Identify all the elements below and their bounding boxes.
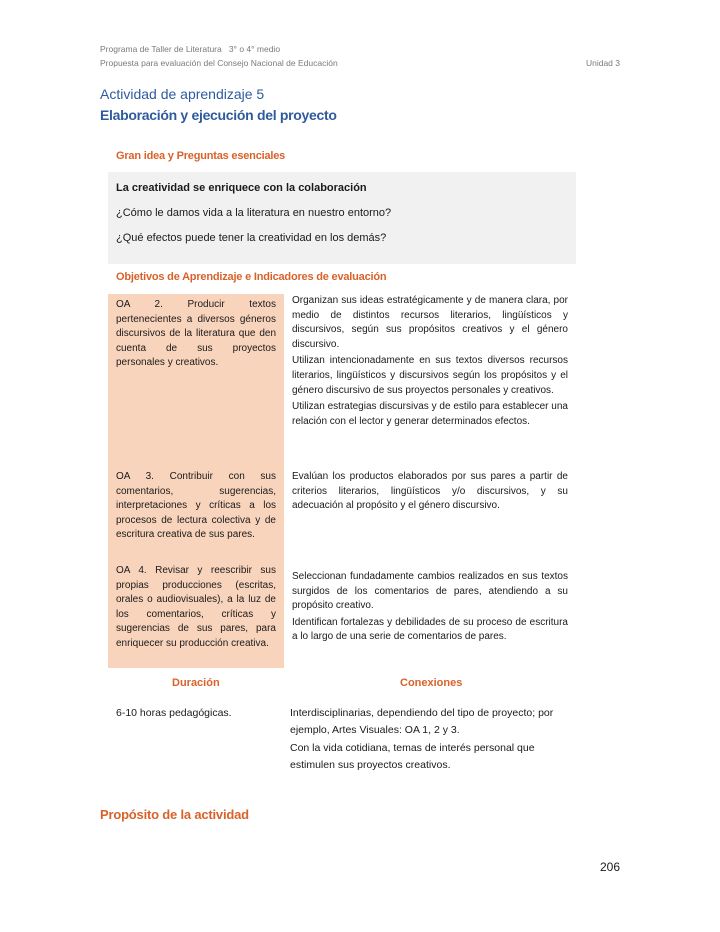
unit-label: Unidad 3 (585, 58, 620, 68)
duration-value: 6-10 horas pedagógicas. (116, 707, 232, 719)
objective-cell (108, 466, 284, 560)
proposal-label: Propuesta para evaluación del Consejo Nacional de Educación (100, 58, 338, 68)
objective-text: OA 2. Producir textos pertenecientes a diversos géneros discursivos de la literatura que den cuenta de sus proyectos personales y creativos. (116, 299, 276, 369)
page-header (100, 42, 620, 70)
indicator-text: Evalúan los productos elaborados por sus pares a partir de criterios literarios, lingüísticos y/o discursivos, y su adecuación al propósito y el género discursivo. (292, 471, 568, 512)
objective-text: OA 3. Contribuir con sus comentarios, sugerencias, interpretaciones y críticas a los procesos de lectura colectiva y de escritura creativa de sus pares. (116, 471, 276, 541)
indicator-text: Seleccionan fundadamente cambios realizados en sus textos surgidos de los comentarios de pares, atendiendo a su propósito creativo. (292, 571, 568, 612)
gran-idea-statement: La creatividad se enriquece con la colaboración (116, 182, 367, 194)
objective-row (108, 466, 576, 560)
indicators-cell (284, 466, 576, 516)
duration-heading: Duración (172, 677, 220, 689)
purpose-heading: Propósito de la actividad (100, 807, 249, 822)
activity-subtitle: Elaboración y ejecución del proyecto (100, 107, 337, 123)
essential-question: ¿Qué efectos puede tener la creatividad en los demás? (116, 232, 387, 244)
indicator-text: Organizan sus ideas estratégicamente y de manera clara, por medio de distintos recursos literarios, lingüísticos y discursivos, según sus propósitos creativos y el género discursivo. (292, 295, 568, 350)
objective-row (108, 294, 576, 466)
gran-idea-heading: Gran idea y Preguntas esenciales (116, 150, 286, 162)
indicators-cell (284, 560, 576, 647)
connections-heading: Conexiones (400, 677, 463, 689)
objectives-heading: Objetivos de Aprendizaje e Indicadores de evaluación (116, 271, 387, 283)
indicators-cell (284, 294, 576, 431)
essential-question: ¿Cómo le damos vida a la literatura en nuestro entorno? (116, 207, 392, 219)
indicator-text: Utilizan intencionadamente en sus textos diversos recursos literarios, lingüísticos y discursivos según los propósitos y el género discursivo de sus proyectos personales y creativos. (292, 355, 568, 396)
activity-title: Actividad de aprendizaje 5 (100, 86, 265, 102)
page-number: 206 (600, 860, 621, 874)
objective-row (108, 560, 576, 668)
objective-text: OA 4. Revisar y reescribir sus propias producciones (escritas, orales o audiovisuales), a la luz de los comentarios, críticas y sugerencias de sus pares, para enriquecer su producción creativa. (116, 565, 276, 649)
objectives-table (108, 294, 576, 668)
connection-item: Interdisciplinarias, dependiendo del tipo de proyecto; por ejemplo, Artes Visuales: OA 1, 2 y 3. (290, 707, 554, 736)
connection-item: Con la vida cotidiana, temas de interés personal que estimulen sus proyectos creativos. (290, 742, 535, 771)
objective-cell (108, 294, 284, 466)
objective-cell (108, 560, 284, 668)
program-label: Programa de Taller de Literatura 3° o 4° medio (100, 44, 281, 54)
indicator-text: Utilizan estrategias discursivas y de estilo para establecer una relación con el lector y generar determinados efectos. (292, 401, 568, 427)
indicator-text: Identifican fortalezas y debilidades de su proceso de escritura a lo largo de una serie de comentarios de pares. (292, 616, 568, 643)
